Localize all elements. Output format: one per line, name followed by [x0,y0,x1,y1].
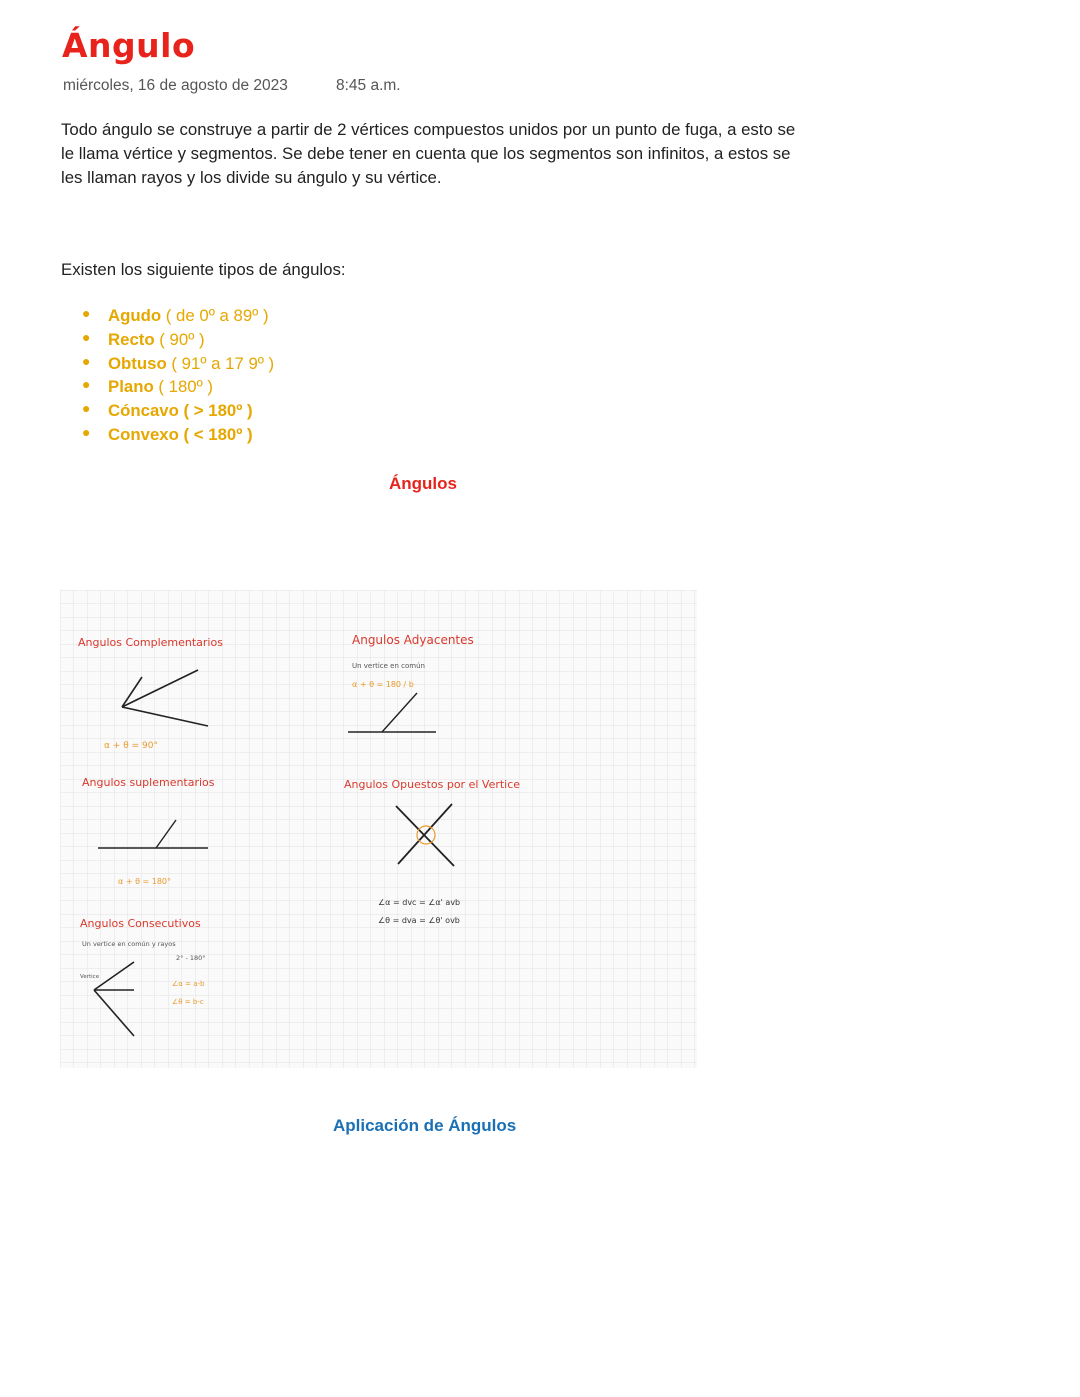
bullet-icon: ● [82,305,91,321]
types-intro: Existen los siguiente tipos de ángulos: [61,260,346,279]
opuestos-equation-1: ∠α = dvc = ∠α' avb [378,898,461,907]
adyacentes-equation: α + θ = 180 / b [352,680,414,689]
angle-types-list [82,306,274,449]
section-title-aplicacion: Aplicación de Ángulos [333,1116,517,1135]
bullet-icon: ● [82,352,91,369]
complementarios-equation: α + θ = 90° [104,741,158,751]
list-item: ● Recto ( 90º ) [82,328,205,349]
consecutivos-equation-1: ∠α = a-b [172,980,205,988]
suplementarios-equation: α + θ = 180° [118,877,172,886]
bullet-icon: ● [82,423,91,440]
consecutivos-equation-0: 2° - 180° [176,954,206,962]
intro-paragraph: Todo ángulo se construye a partir de 2 vértices compuestos unidos por un punto de fuga, a esto se le llama vértice y segmentos. Se debe tener en cuenta que los segmentos son infinitos, a estos se les llaman rayos y los divide su ángulo y su vértice. [61,120,796,187]
list-item: ● Agudo ( de 0º a 89º ) [82,305,269,325]
section-title-angulos: Ángulos [389,474,457,493]
bullet-icon: ● [82,400,91,417]
suplementarios-heading: Angulos suplementarios [82,776,215,789]
handwritten-notes-image [60,590,697,1068]
list-item: ● Convexo ( < 180º ) [82,423,253,444]
note-time: 8:45 a.m. [336,77,401,94]
opuestos-heading: Angulos Opuestos por el Vertice [344,778,521,791]
vertice-label: Vertice [80,974,100,980]
complementarios-heading: Angulos Complementarios [78,636,223,649]
note-date: miércoles, 16 de agosto de 2023 [63,77,288,94]
list-item: ● Plano ( 180º ) [82,376,214,397]
opuestos-equation-2: ∠θ = dva = ∠θ' ovb [378,916,460,925]
page-title: Ángulo [62,26,196,65]
adyacentes-subtitle: Un vertice en común [352,662,425,670]
adyacentes-heading: Angulos Adyacentes [352,633,474,647]
bullet-icon: ● [82,376,91,393]
consecutivos-subtitle: Un vertice en común y rayos [82,940,176,948]
consecutivos-equation-2: ∠θ = b-c [172,998,204,1006]
list-item: ● Cóncavo ( > 180º ) [82,400,253,421]
consecutivos-heading: Angulos Consecutivos [80,917,201,930]
list-item: ● Obtuso ( 91º a 17 9º ) [82,352,275,373]
bullet-icon: ● [82,328,91,345]
